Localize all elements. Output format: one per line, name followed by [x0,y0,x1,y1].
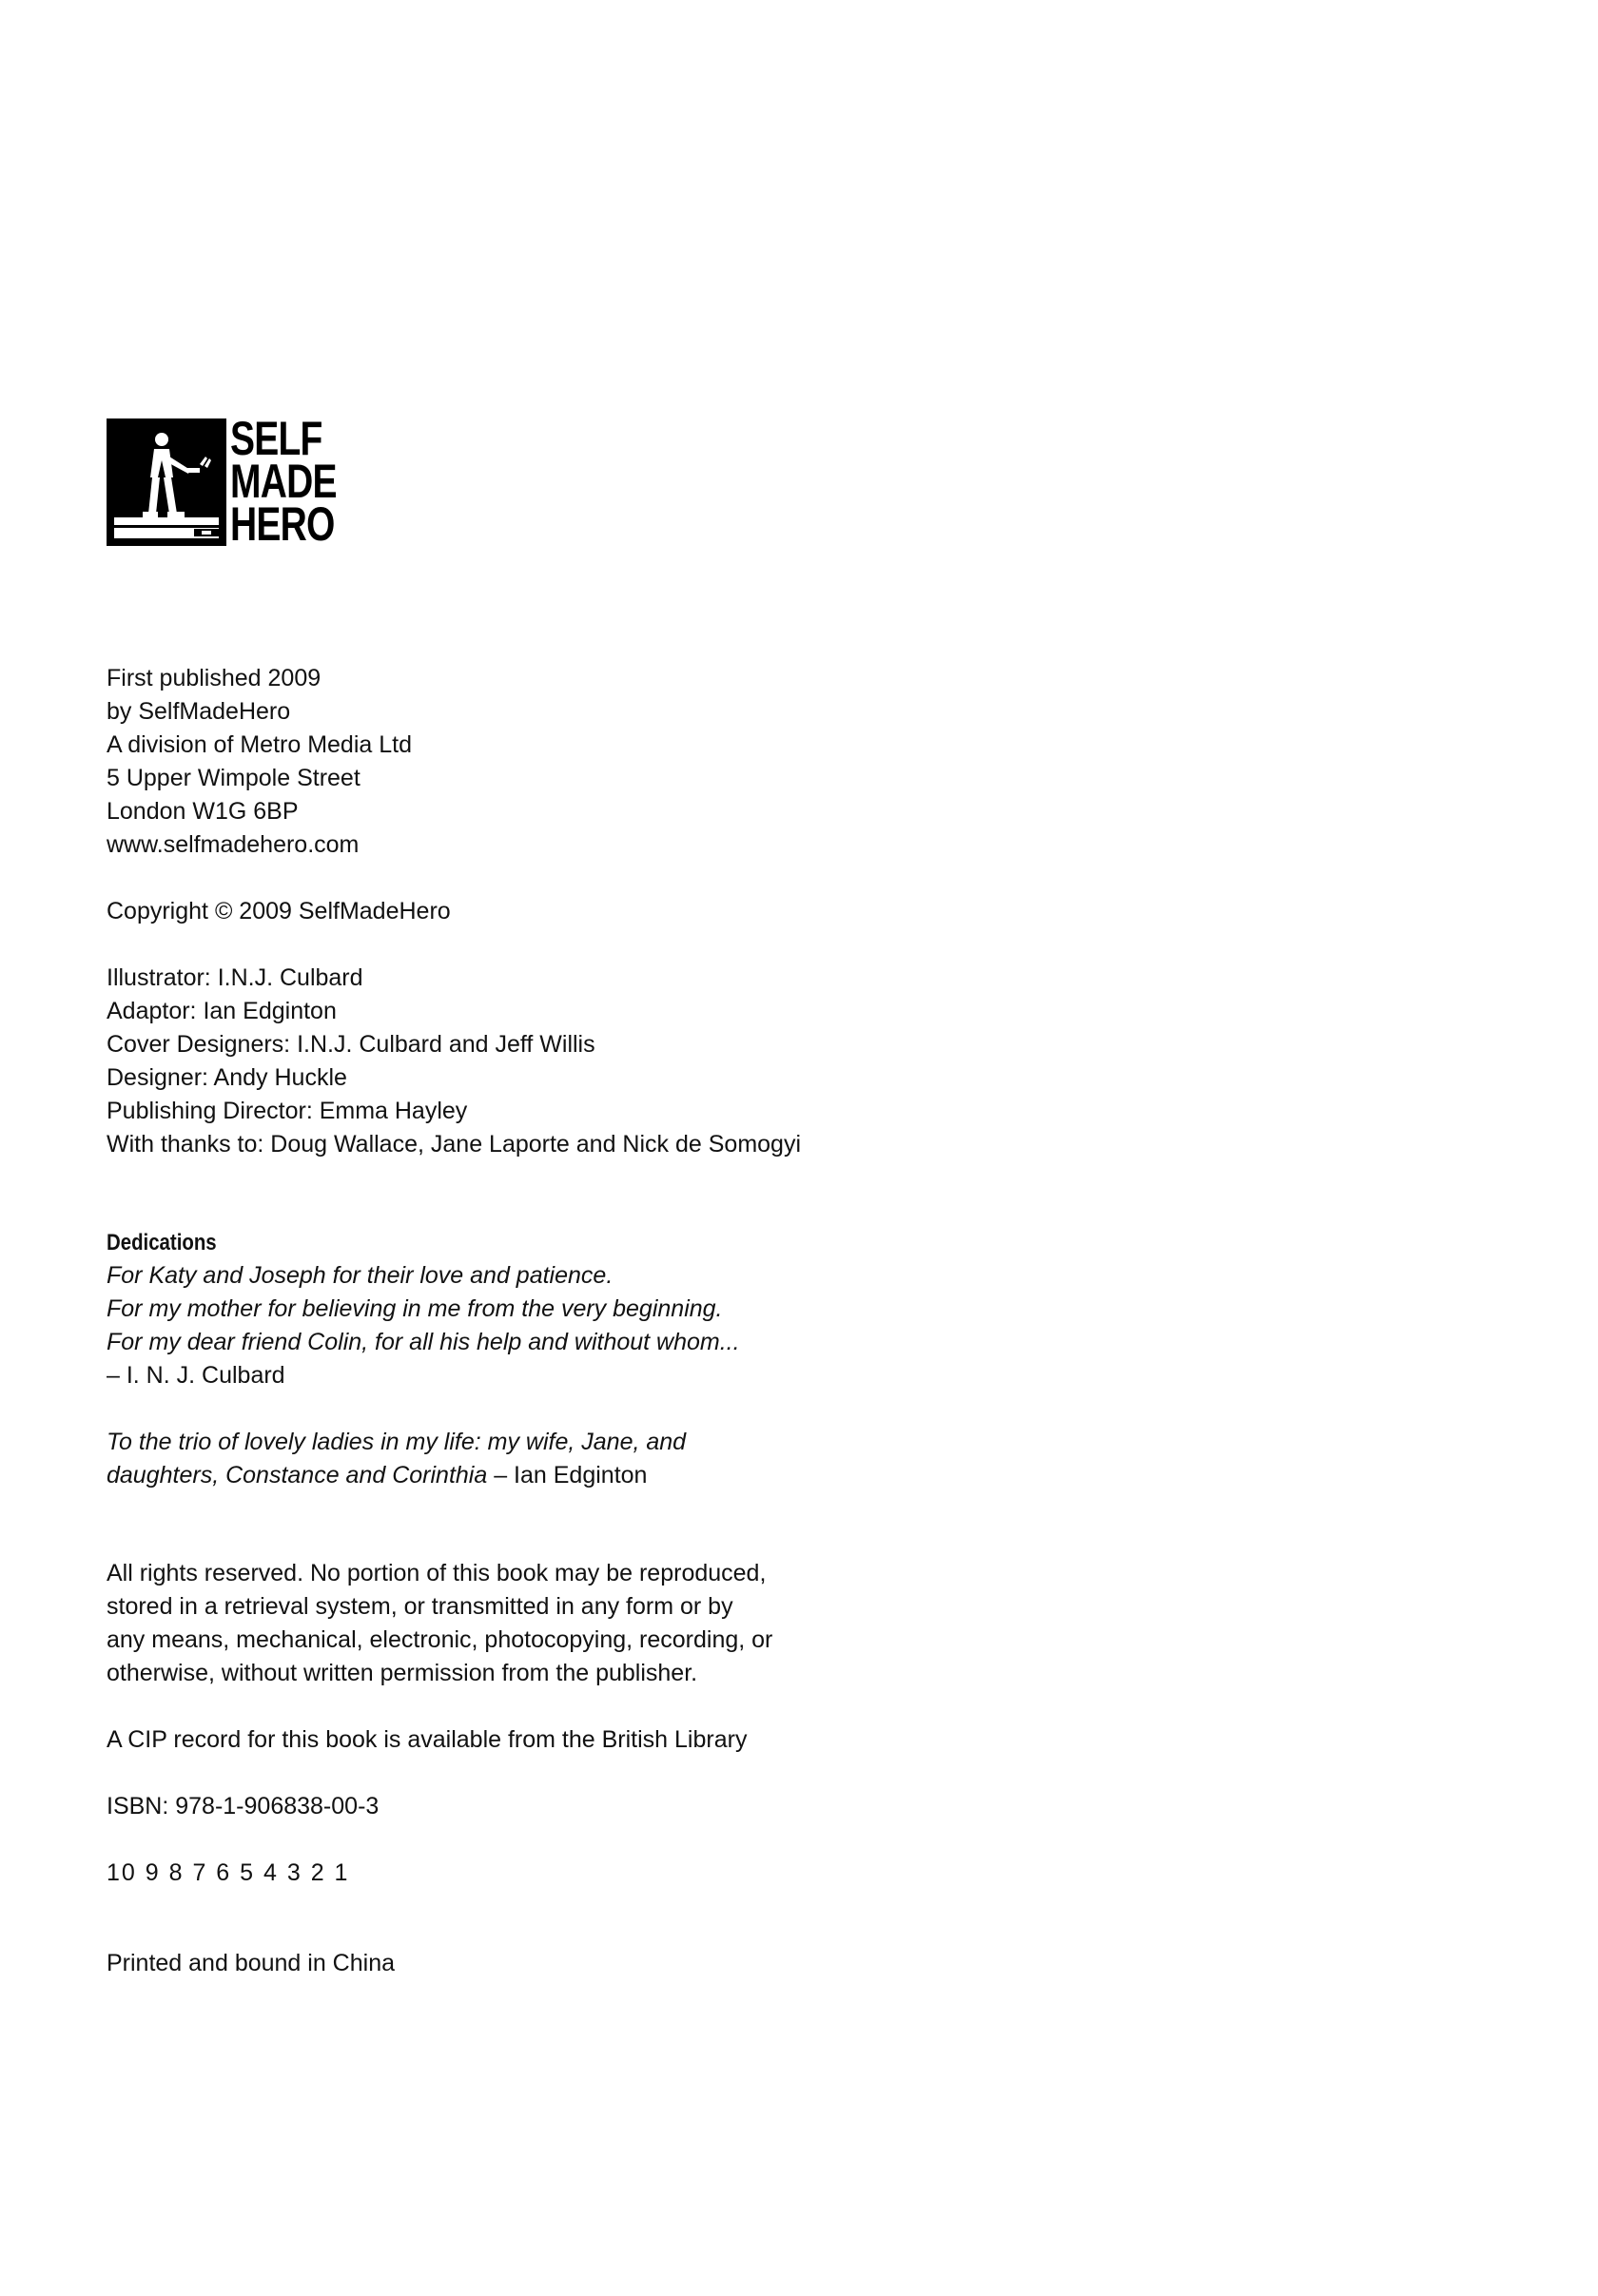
dedication-line: For my dear friend Colin, for all his help and without whom... [107,1329,740,1355]
publisher-line: First published 2009 [107,665,322,691]
credits [107,962,1058,1161]
dedication-line-signed [107,1459,1058,1492]
credit-line: With thanks to: Doug Wallace, Jane Laporte and Nick de Somogyi [107,1131,802,1158]
dedication-signature: – I. N. J. Culbard [107,1362,285,1389]
credit-line: Cover Designers: I.N.J. Culbard and Jeff Willis [107,1031,595,1058]
copyright-line: Copyright © 2009 SelfMadeHero [107,898,451,924]
cip-record [107,1723,1058,1757]
publisher-logo [107,412,1058,551]
dedication-line: For Katy and Joseph for their love and patience. [107,1262,614,1289]
logo-hero-figure-icon [107,418,226,546]
page-content [107,412,1058,1980]
publisher-website: www.selfmadehero.com [107,831,360,858]
dedication-line: To the trio of lovely ladies in my life: my wife, Jane, and [107,1429,687,1455]
publisher-line: 5 Upper Wimpole Street [107,765,361,791]
publisher-info [107,662,1058,862]
dedications-heading: Dedications [107,1230,217,1255]
credit-line: Adaptor: Ian Edginton [107,998,337,1024]
credit-line: Publishing Director: Emma Hayley [107,1098,468,1124]
dedications [107,1226,1058,1492]
rights-notice [107,1557,1058,1690]
dedication-text: daughters, Constance and Corinthia [107,1462,488,1489]
credit-line: Designer: Andy Huckle [107,1064,347,1091]
logo-wordmark [230,412,366,551]
credit-line: Illustrator: I.N.J. Culbard [107,964,363,991]
printed-line: Printed and bound in China [107,1950,396,1976]
logo-word-hero: HERO [230,497,335,551]
publisher-line: A division of Metro Media Ltd [107,731,412,758]
print-number-line: 10 9 8 7 6 5 4 3 2 1 [107,1859,350,1886]
dedication-signature: – Ian Edginton [487,1462,648,1489]
publisher-line: London W1G 6BP [107,798,299,825]
rights-line: any means, mechanical, electronic, photocopying, recording, or [107,1626,773,1653]
logo-word-made: MADE [230,455,337,508]
rights-line: All rights reserved. No portion of this book may be reproduced, [107,1560,767,1586]
isbn [107,1790,1058,1823]
publisher-line: by SelfMadeHero [107,698,291,725]
print-line [107,1857,1058,1890]
copyright-notice [107,895,1058,928]
dedication-edginton [107,1426,1058,1492]
isbn-line: ISBN: 978-1-906838-00-3 [107,1793,380,1819]
logo-word-self: SELF [230,412,322,465]
rights-line: stored in a retrieval system, or transmitted in any form or by [107,1593,733,1620]
rights-line: otherwise, without written permission from the publisher. [107,1660,698,1686]
dedication-line: For my mother for believing in me from the very beginning. [107,1295,723,1322]
cip-line: A CIP record for this book is available from the British Library [107,1726,748,1753]
printed-in [107,1947,1058,1980]
